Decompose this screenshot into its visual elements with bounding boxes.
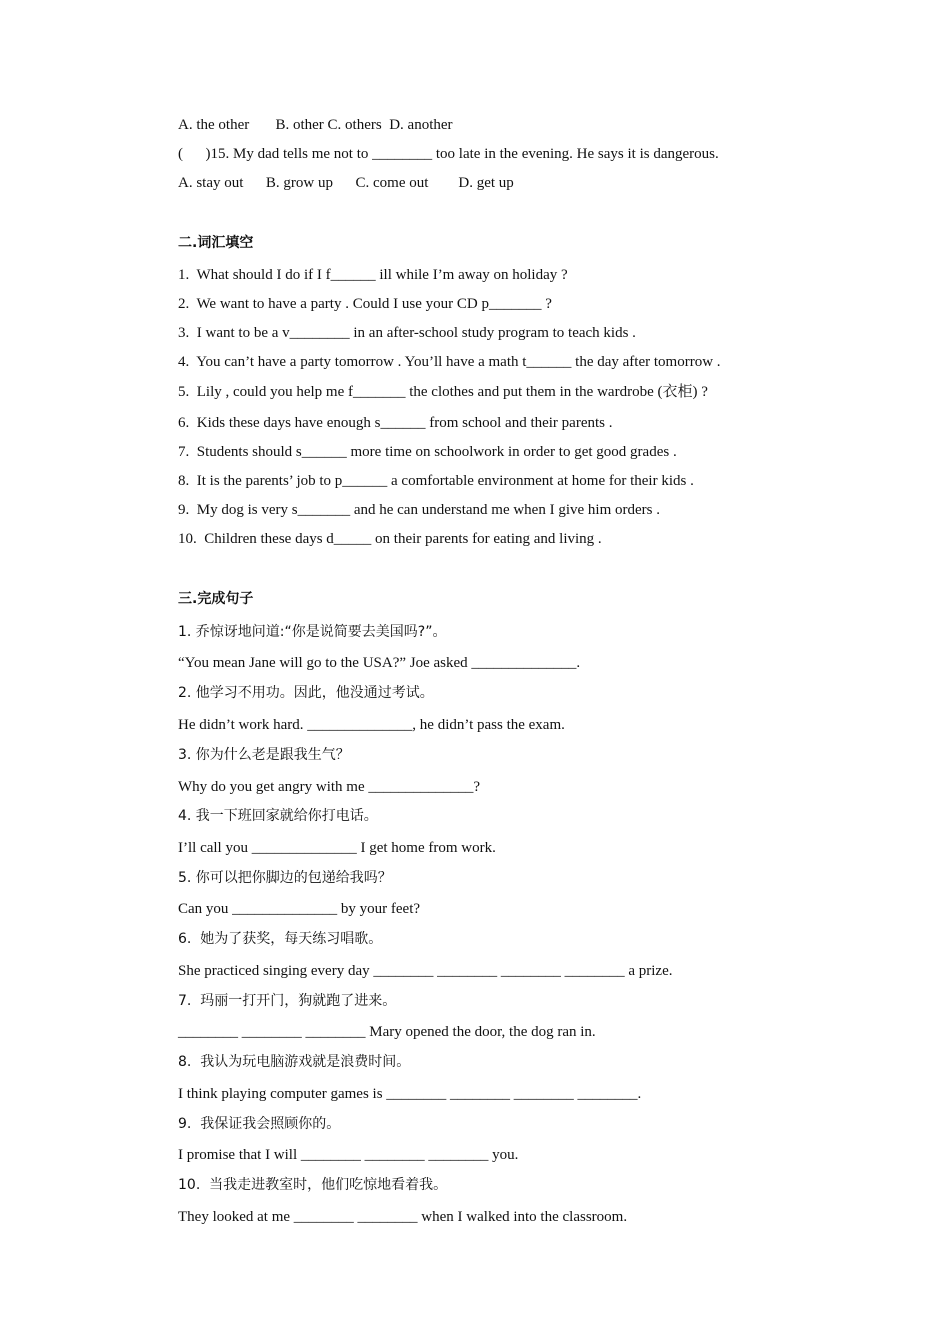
section3-item-2-en: He didn’t work hard. ______________, he didn’t pass the exam. — [178, 717, 565, 733]
section3-item-2-cn: 2. 他学习不用功。因此，他没通过考试。 — [178, 685, 434, 701]
section3-item-9-cn: 9. 我保证我会照顾你的。 — [178, 1116, 341, 1132]
section2-item-9: 9. My dog is very s_______ and he can understand me when I give him orders . — [178, 502, 660, 518]
section3-item-5-en: Can you ______________ by your feet? — [178, 901, 421, 917]
section3-item-6-en: She practiced singing every day ________ ________ ________ ________ a prize. — [178, 963, 673, 979]
section3-item-8-cn: 8. 我认为玩电脑游戏就是浪费时间。 — [178, 1054, 411, 1070]
section2-title: 二.词汇填空 — [178, 235, 254, 251]
section2-item-1: 1. What should I do if I f______ ill while I’m away on holiday ? — [178, 267, 568, 283]
section2-item-6: 6. Kids these days have enough s______ from school and their parents . — [178, 415, 613, 431]
q15-question: ( )15. My dad tells me not to ________ too late in the evening. He says it is dangerous. — [178, 146, 719, 162]
section3-item-4-en: I’ll call you ______________ I get home from work. — [178, 840, 496, 856]
section3-item-1-cn: 1. 乔惊讶地问道:“你是说简要去美国吗?”。 — [178, 624, 447, 640]
section3-item-7-cn: 7. 玛丽一打开门，狗就跑了进来。 — [178, 993, 397, 1009]
section2-item-8: 8. It is the parents’ job to p______ a comfortable environment at home for their kids . — [178, 473, 694, 489]
section3-item-5-cn: 5. 你可以把你脚边的包递给我吗？ — [178, 870, 392, 886]
section2-item-5: 5. Lily , could you help me f_______ the clothes and put them in the wardrobe (衣柜) ? — [178, 384, 708, 400]
section3-title: 三.完成句子 — [178, 591, 254, 607]
section2-item-10: 10. Children these days d_____ on their parents for eating and living . — [178, 531, 602, 547]
q15-options: A. stay out B. grow up C. come out D. get up — [178, 175, 514, 191]
section3-item-8-en: I think playing computer games is ________ ________ ________ ________. — [178, 1086, 642, 1102]
section3-item-7-en: ________ ________ ________ Mary opened the door, the dog ran in. — [178, 1024, 596, 1040]
section3-item-4-cn: 4. 我一下班回家就给你打电话。 — [178, 808, 378, 824]
section3-item-3-en: Why do you get angry with me ______________? — [178, 779, 481, 795]
section3-item-10-cn: 10. 当我走进教室时，他们吃惊地看着我。 — [178, 1177, 448, 1193]
section2-item-4: 4. You can’t have a party tomorrow . You’ll have a math t______ the day after tomorrow . — [178, 354, 721, 370]
section3-item-1-en: “You mean Jane will go to the USA?” Joe asked ______________. — [178, 655, 581, 671]
section2-item-7: 7. Students should s______ more time on schoolwork in order to get good grades . — [178, 444, 677, 460]
section2-item-3: 3. I want to be a v________ in an after-school study program to teach kids . — [178, 325, 636, 341]
q14-options: A. the other B. other C. others D. another — [178, 117, 453, 133]
section2-item-2: 2. We want to have a party . Could I use your CD p_______ ? — [178, 296, 552, 312]
section3-item-9-en: I promise that I will ________ ________ ________ you. — [178, 1147, 519, 1163]
section3-item-3-cn: 3. 你为什么老是跟我生气？ — [178, 747, 350, 763]
section3-item-6-cn: 6. 她为了获奖，每天练习唱歌。 — [178, 931, 383, 947]
section3-item-10-en: They looked at me ________ ________ when I walked into the classroom. — [178, 1209, 628, 1225]
